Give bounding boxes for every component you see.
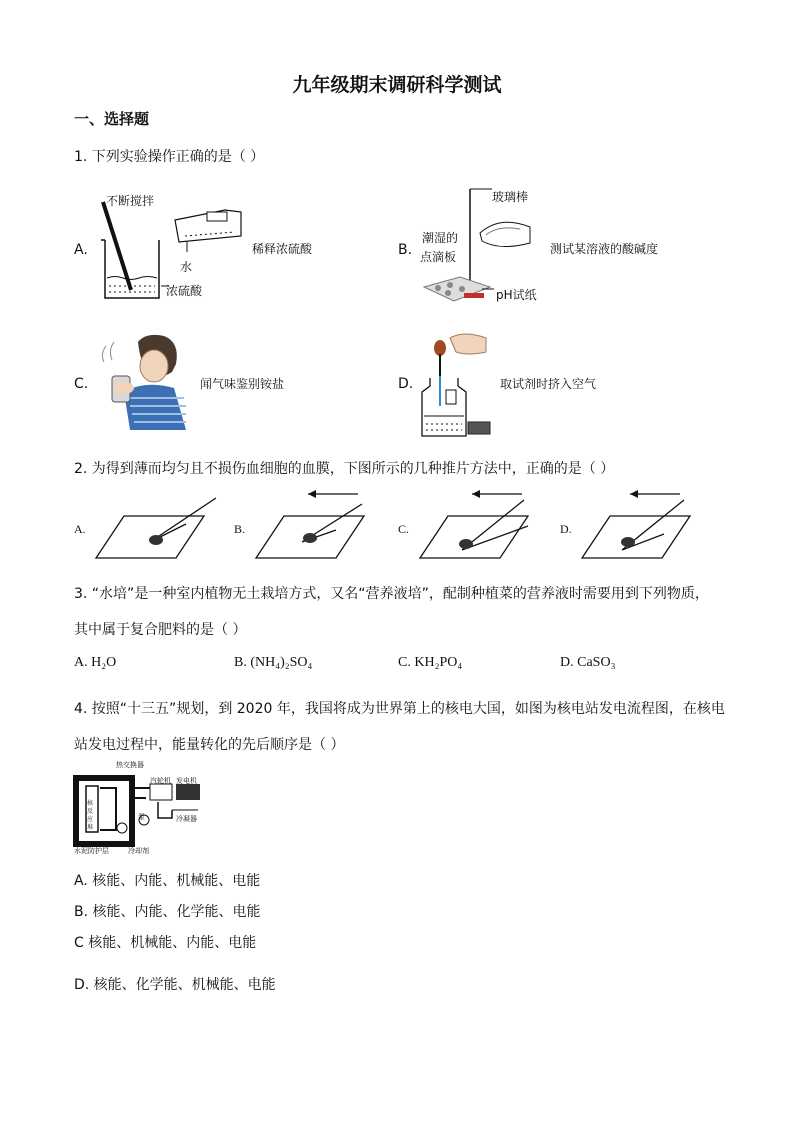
q2-option-d-letter: D. (560, 522, 572, 536)
q3-option-c-formula: KH₂PO₄ (414, 655, 463, 670)
dropper-bottle-diagram (420, 330, 496, 440)
label-spot-plate: 点滴板 (420, 250, 457, 264)
q3-option-a-formula: H₂O (91, 655, 117, 670)
q3-stem-line1: 3. “水培”是一种室内植物无土栽培方式，又名“营养液培”，配制种植菜的营养液时需要用到下列物质， (74, 586, 709, 602)
diagram-label-pump: 泵 (138, 813, 145, 821)
q2-option-b-letter: B. (234, 522, 246, 536)
q1-option-b-letter: B. (398, 242, 413, 258)
q4-option-d: D. 核能、化学能、机械能、电能 (74, 977, 276, 993)
q4-option-b: B. 核能、内能、化学能、电能 (74, 904, 261, 920)
q1-option-d-letter: D. (398, 376, 414, 392)
q2-option-c-letter: C. (398, 522, 410, 536)
slide-smear-d (580, 490, 710, 562)
slide-smear-a (94, 490, 224, 562)
label-stir: 不断搅拌 (106, 194, 155, 208)
q4-stem-line1: 4. 按照“十三五”规划，到 2020 年，我国将成为世界第上的核电大国，如图为核电站发电流程图，在核电 (74, 701, 725, 717)
diagram-label-heat-exchanger: 热交换器 (116, 761, 144, 769)
q3-option-d (560, 655, 615, 671)
q4-option-c: C 核能、机械能、内能、电能 (74, 935, 257, 951)
q2-option-a-letter: A. (74, 522, 86, 536)
label-ph-paper: pH试纸 (496, 288, 537, 302)
page-title: 九年级期末调研科学测试 (292, 74, 502, 96)
label-acid: 浓硫酸 (166, 284, 203, 298)
diagram-label-concrete-shield: 水泥防护层 (74, 847, 109, 855)
slide-smear-c (418, 490, 548, 562)
q1-option-a-letter: A. (74, 242, 88, 258)
q3-option-c (398, 655, 462, 671)
diagram-label-reactor: 核反应堆 (87, 800, 94, 831)
slide-smear-b (254, 490, 384, 562)
diagram-label-generator: 发电机 (176, 777, 197, 785)
q1-option-c-caption: 闻气味鉴别铵盐 (200, 377, 285, 391)
q3-option-b-letter: B. (234, 655, 247, 670)
q3-option-a (74, 655, 116, 671)
q1-option-a-caption: 稀释浓硫酸 (252, 242, 313, 256)
label-water: 水 (180, 260, 193, 274)
label-moist: 潮湿的 (422, 231, 459, 245)
q3-stem-line2: 其中属于复合肥料的是（ ） (74, 622, 247, 638)
q4-stem-line2: 站发电过程中，能量转化的先后顺序是（ ） (74, 737, 345, 753)
q2-stem: 2. 为得到薄而均匀且不损伤血细胞的血膜，下图所示的几种推片方法中，正确的是（ ） (74, 461, 615, 477)
q3-option-d-letter: D. (560, 655, 574, 670)
q3-option-d-formula: CaSO₃ (577, 655, 616, 670)
q3-option-b-formula: (NH₄)₂SO₄ (250, 655, 313, 670)
q3-option-b (234, 655, 312, 671)
label-glass-rod: 玻璃棒 (492, 190, 529, 204)
smell-test-illustration (94, 332, 190, 430)
q1-option-c-letter: C. (74, 376, 89, 392)
q1-option-b-caption: 测试某溶液的酸碱度 (550, 242, 659, 256)
q1-option-d-caption: 取试剂时挤入空气 (500, 377, 597, 391)
q4-option-a: A. 核能、内能、机械能、电能 (74, 873, 261, 889)
q1-stem: 1. 下列实验操作正确的是（ ） (74, 149, 265, 165)
diagram-label-turbine: 汽轮机 (150, 777, 171, 785)
q3-option-c-letter: C. (398, 655, 411, 670)
diagram-label-condenser: 冷凝器 (176, 815, 197, 823)
section-heading: 一、选择题 (74, 110, 150, 128)
diagram-label-coolant: 冷却剂 (128, 847, 149, 855)
q3-option-a-letter: A. (74, 655, 88, 670)
